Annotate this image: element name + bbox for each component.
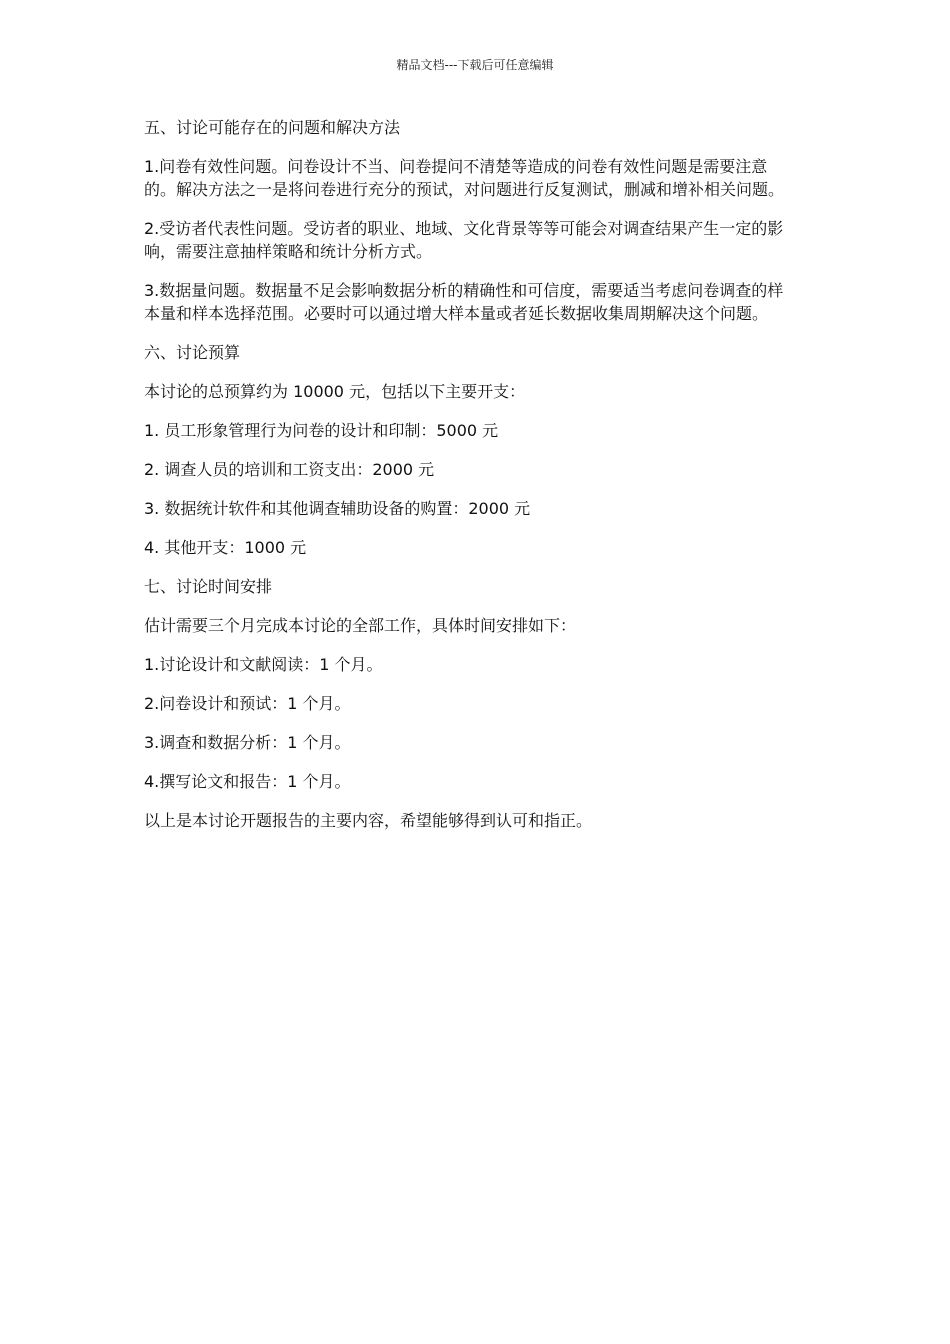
problem-item-1: 1.问卷有效性问题。问卷设计不当、问卷提问不清楚等造成的问卷有效性问题是需要注意的。解决方法之一是将问卷进行充分的预试，对问题进行反复测试，删减和增补相关问题。	[144, 157, 785, 199]
page-header: 精品文档---下载后可任意编辑	[396, 58, 554, 72]
section-heading-budget: 六、讨论预算	[144, 343, 241, 362]
schedule-item-1: 1.讨论设计和文献阅读：1 个月。	[144, 655, 383, 674]
problem-item-3: 3.数据量问题。数据量不足会影响数据分析的精确性和可信度，需要适当考虑问卷调查的样本量和样本选择范围。必要时可以通过增大样本量或者延长数据收集周期解决这个问题。	[144, 281, 784, 323]
budget-item-2: 2. 调查人员的培训和工资支出：2000 元	[144, 460, 435, 479]
schedule-item-3: 3.调查和数据分析：1 个月。	[144, 733, 351, 752]
budget-intro: 本讨论的总预算约为 10000 元，包括以下主要开支：	[144, 382, 526, 401]
document-body	[144, 116, 796, 848]
budget-item-1: 1. 员工形象管理行为问卷的设计和印制：5000 元	[144, 421, 499, 440]
schedule-item-2: 2.问卷设计和预试：1 个月。	[144, 694, 351, 713]
closing-statement: 以上是本讨论开题报告的主要内容，希望能够得到认可和指正。	[144, 811, 593, 830]
section-heading-schedule: 七、讨论时间安排	[144, 577, 273, 596]
budget-item-3: 3. 数据统计软件和其他调查辅助设备的购置：2000 元	[144, 499, 531, 518]
budget-item-4: 4. 其他开支：1000 元	[144, 538, 307, 557]
schedule-item-4: 4.撰写论文和报告：1 个月。	[144, 772, 351, 791]
schedule-intro: 估计需要三个月完成本讨论的全部工作，具体时间安排如下：	[144, 616, 577, 635]
problem-item-2: 2.受访者代表性问题。受访者的职业、地域、文化背景等等可能会对调查结果产生一定的影响，需要注意抽样策略和统计分析方式。	[144, 219, 784, 261]
section-heading-problems: 五、讨论可能存在的问题和解决方法	[144, 118, 401, 137]
